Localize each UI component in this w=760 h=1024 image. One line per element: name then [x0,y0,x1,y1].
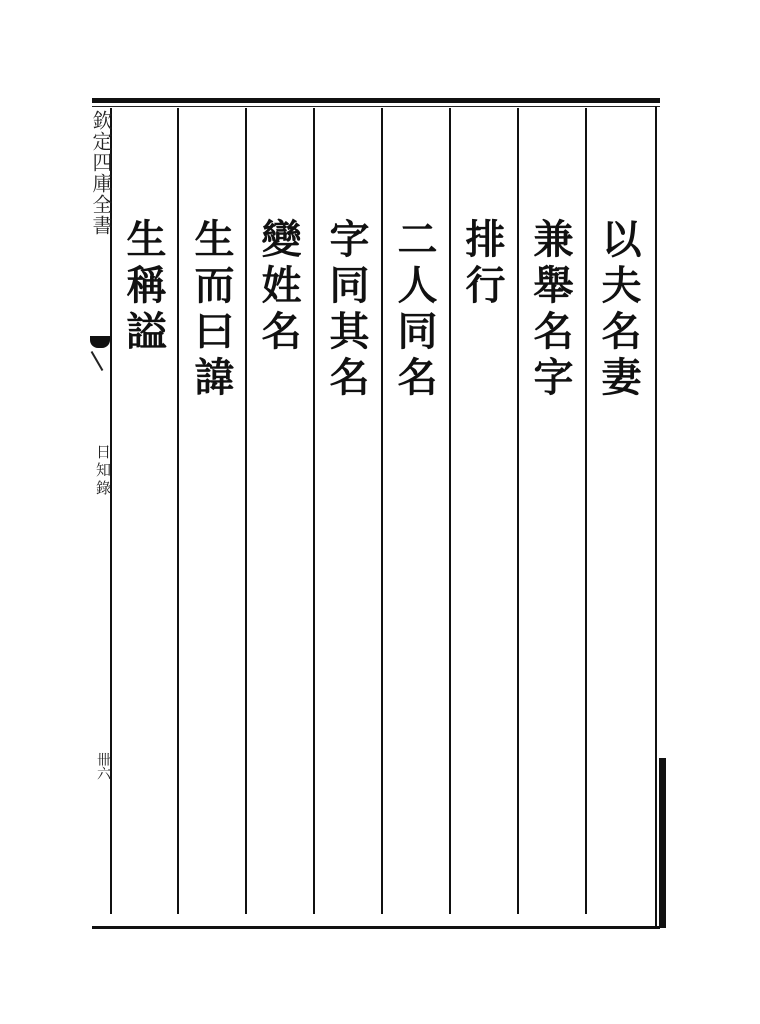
entry-heading: 兼舉名字 [527,218,574,402]
margin-page-number: 卌六 [95,752,111,780]
column-divider [449,108,451,914]
entry-heading: 生稱謚 [120,218,167,356]
margin-book-title: 日知錄 [94,444,112,498]
entry-heading: 排行 [459,218,506,310]
column-divider [313,108,315,914]
fishtail-mark [90,336,110,348]
entry-heading: 生而曰諱 [188,218,235,402]
entry-heading: 以夫名妻 [595,218,642,402]
right-frame-border [655,106,657,926]
margin-collection-title: 欽定四庫全書 [89,110,113,236]
bottom-border-rule [92,926,660,929]
top-border-thin-rule [92,106,660,107]
entry-heading: 二人同名 [391,218,438,402]
column-divider [245,108,247,914]
top-border-rule [92,98,660,103]
entry-heading: 變姓名 [255,218,302,356]
entry-heading: 字同其名 [323,218,370,402]
fishtail-stroke [91,351,104,371]
binding-spine [659,758,666,928]
column-divider [381,108,383,914]
column-divider [517,108,519,914]
column-divider [585,108,587,914]
column-divider [177,108,179,914]
